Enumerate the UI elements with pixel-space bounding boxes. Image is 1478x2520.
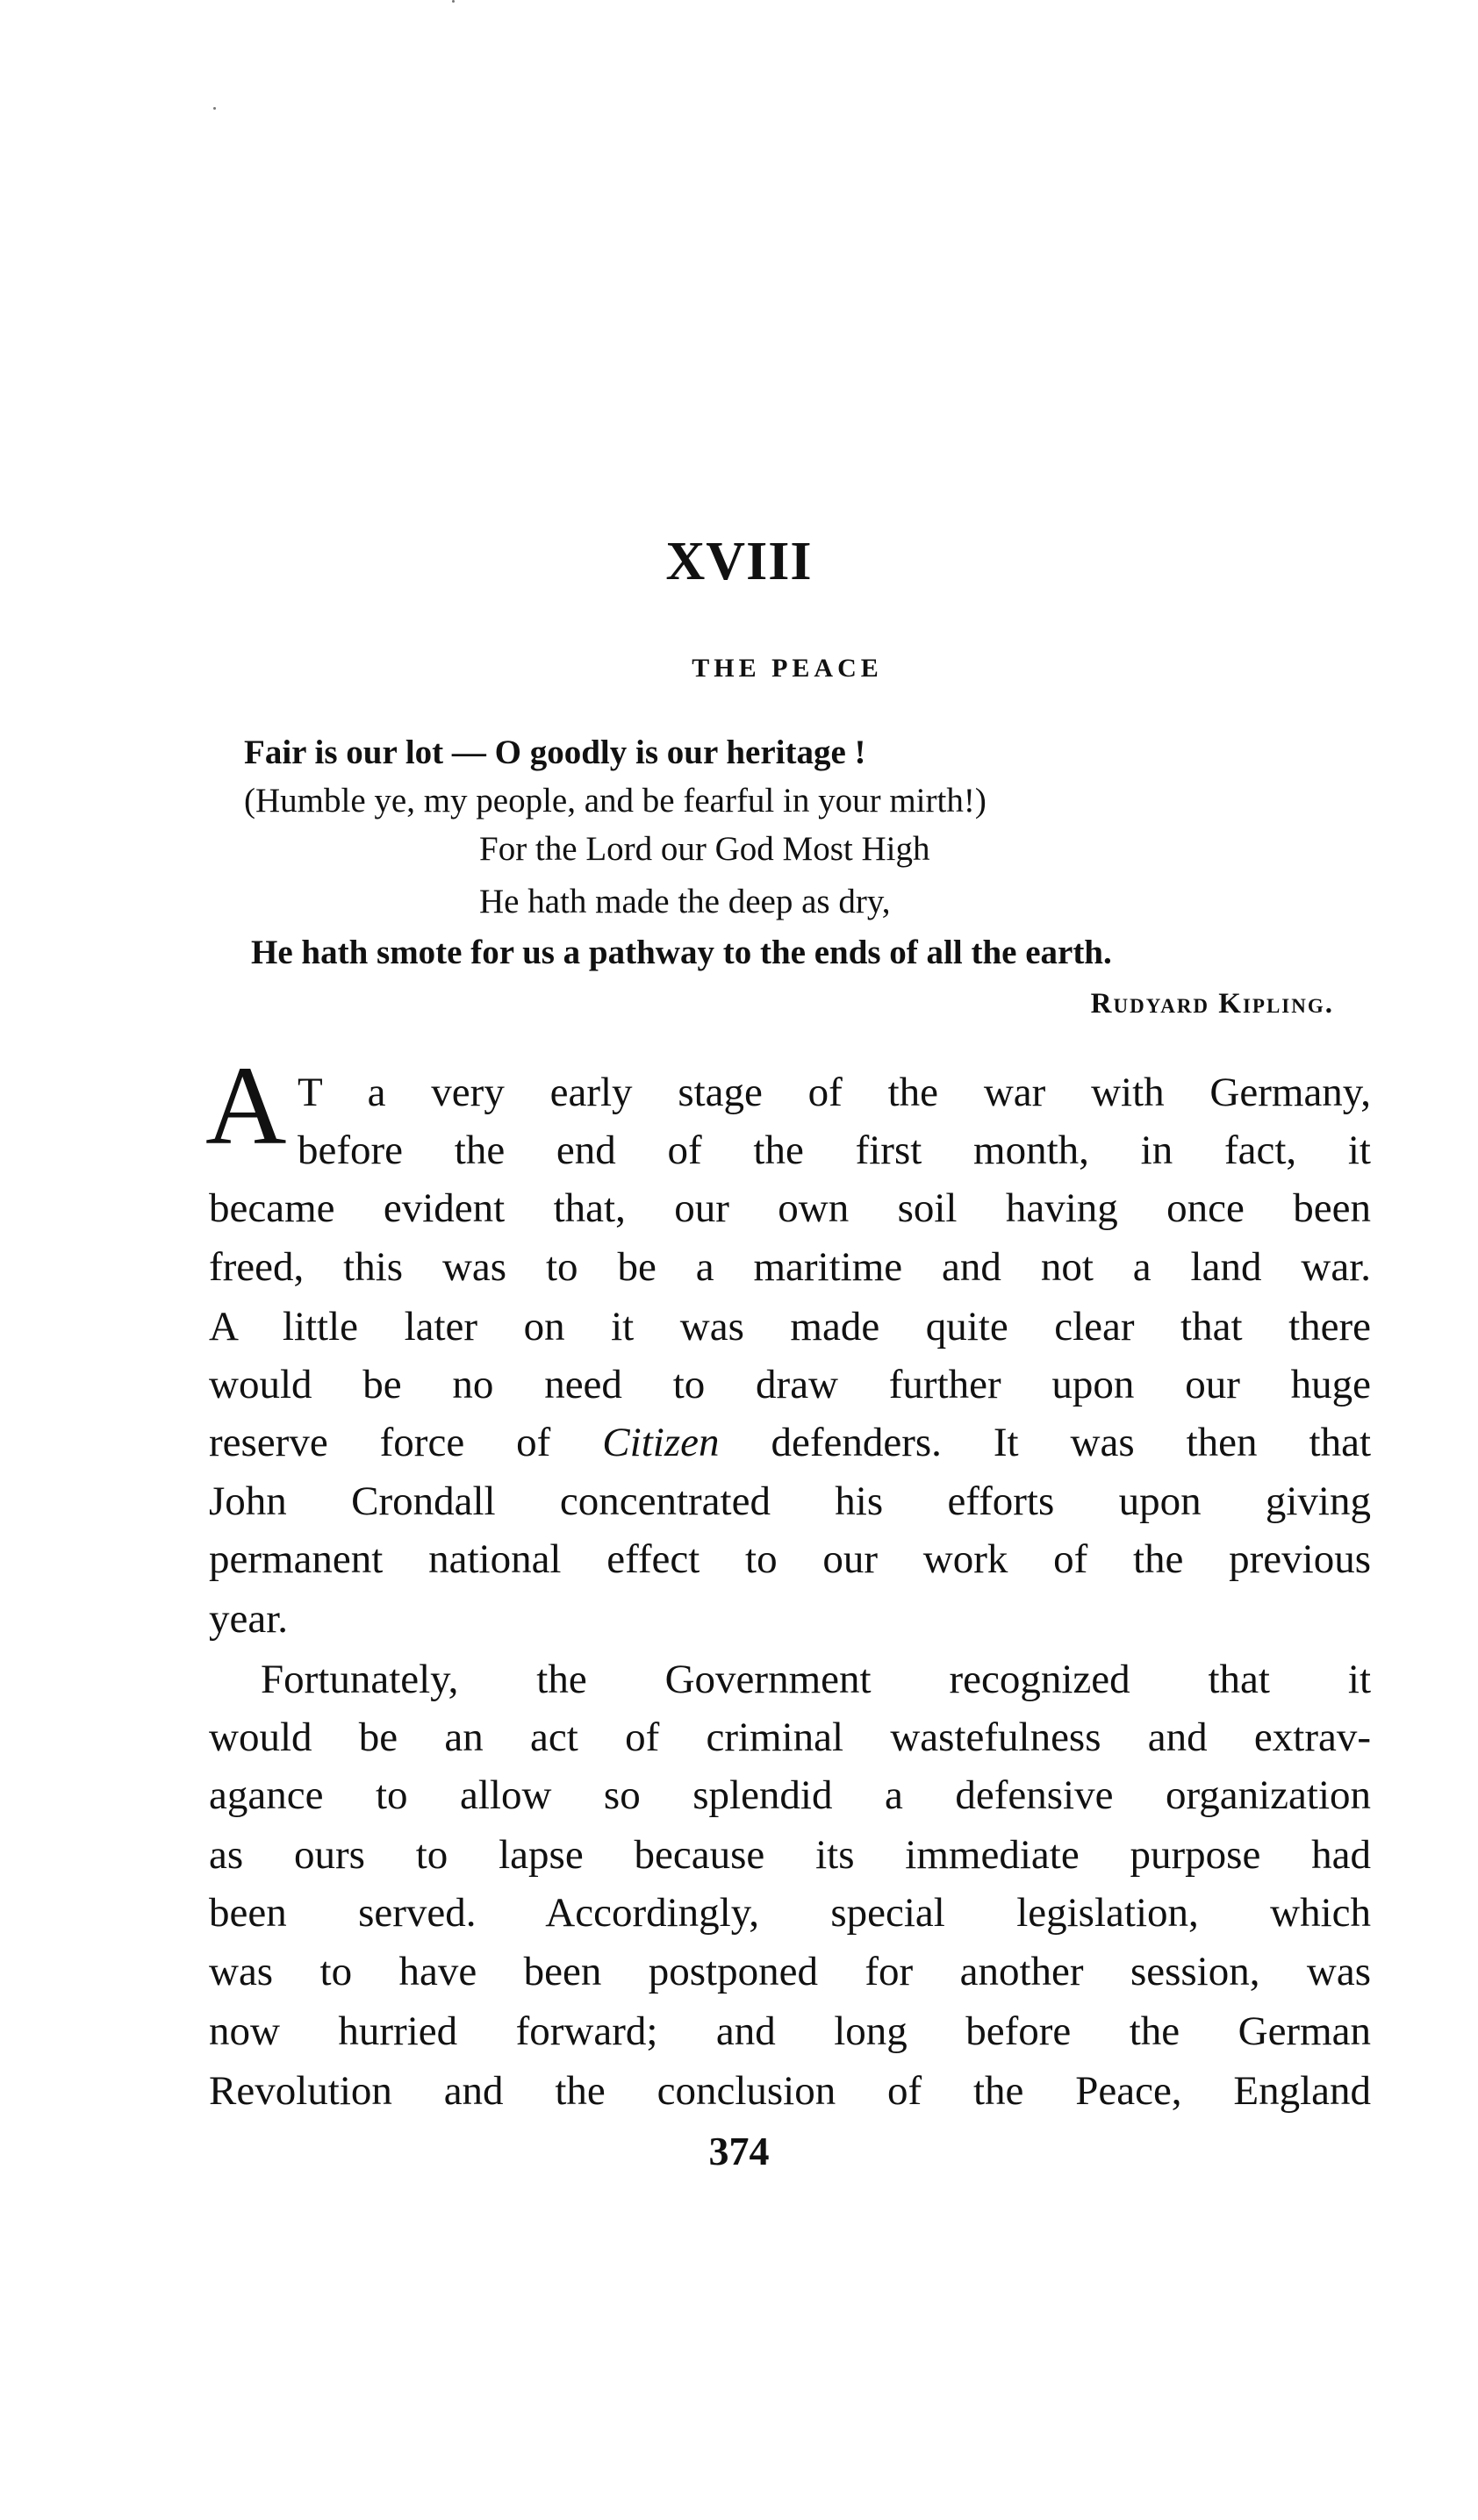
- body-line: A little later on it was made quite clear that there: [209, 1304, 1371, 1349]
- page-number: 374: [708, 2129, 770, 2173]
- chapter-title: THE PEACE: [692, 654, 883, 683]
- body-line: before the end of the first month, in fact, it: [298, 1128, 1371, 1173]
- text-segment: defenders. It was then that: [719, 1420, 1372, 1465]
- epigraph-line: He hath smote for us a pathway to the ends of all the earth.: [251, 934, 1112, 971]
- epigraph-line: He hath made the deep as dry,: [479, 883, 891, 920]
- body-line: T a very early stage of the war with Germany,: [298, 1070, 1371, 1115]
- italic-word: Citizen: [602, 1420, 720, 1465]
- body-line: would be no need to draw further upon our huge: [209, 1362, 1371, 1407]
- chapter-number: XVIII: [665, 532, 813, 591]
- drop-cap: A: [205, 1043, 287, 1168]
- body-line: agance to allow so splendid a defensive organization: [209, 1772, 1371, 1818]
- scan-speck: [452, 0, 455, 3]
- epigraph-line: Fair is our lot — O goodly is our heritage !: [244, 734, 866, 771]
- body-line: year.: [209, 1596, 289, 1642]
- body-line: became evident that, our own soil having once been: [209, 1185, 1371, 1231]
- body-line: freed, this was to be a maritime and not a land war.: [209, 1244, 1371, 1290]
- body-line: now hurried forward; and long before the German: [209, 2008, 1371, 2054]
- body-line: as ours to lapse because its immediate purpose had: [209, 1832, 1371, 1878]
- body-line: permanent national effect to our work of the previous: [209, 1536, 1371, 1582]
- body-line: would be an act of criminal wastefulness and extrav-: [209, 1715, 1371, 1760]
- body-line: was to have been postponed for another session, was: [209, 1949, 1371, 1994]
- body-line: Revolution and the conclusion of the Peace, England: [209, 2068, 1371, 2114]
- text-segment: reserve force of: [209, 1420, 603, 1465]
- scan-speck: [213, 107, 216, 110]
- epigraph-line: For the Lord our God Most High: [479, 830, 930, 868]
- body-line: Fortunately, the Government recognized that it: [261, 1657, 1371, 1702]
- body-line: John Crondall concentrated his efforts upon giving: [209, 1478, 1371, 1524]
- epigraph-line: (Humble ye, my people, and be fearful in your mirth!): [244, 782, 987, 820]
- epigraph-attribution: Rudyard Kipling.: [1090, 988, 1334, 1020]
- body-line: been served. Accordingly, special legislation, which: [209, 1890, 1371, 1936]
- body-line: [209, 1414, 1371, 1472]
